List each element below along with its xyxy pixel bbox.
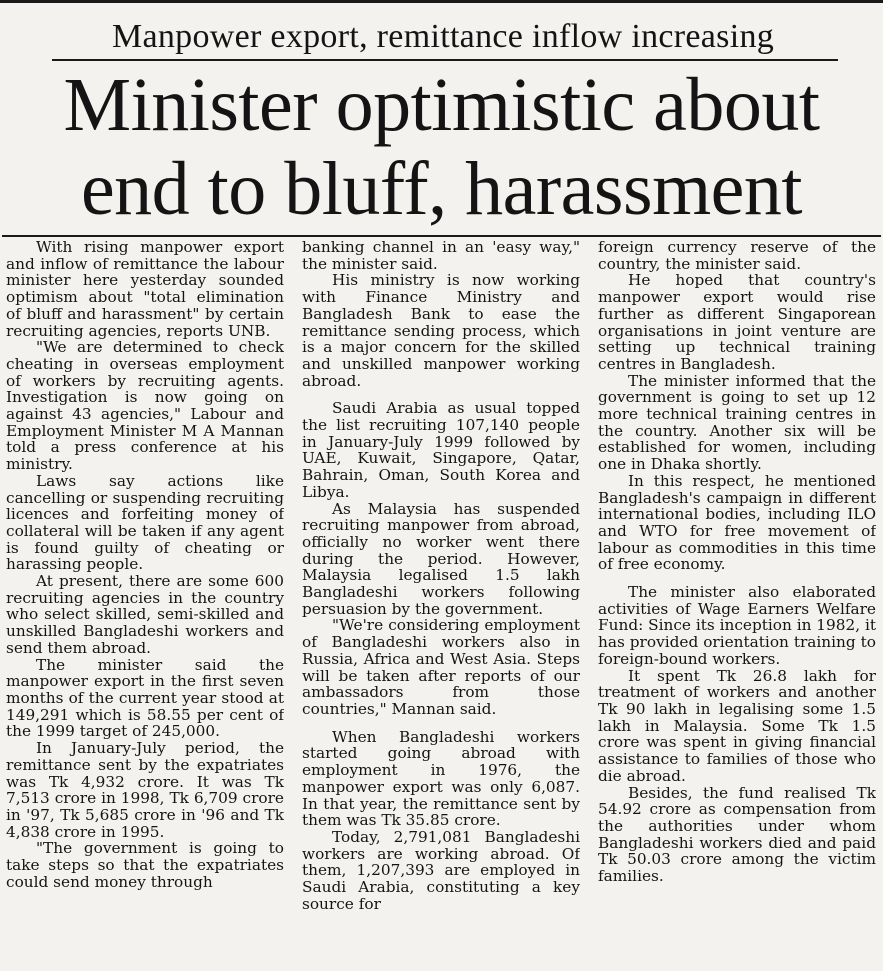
paragraph: The minister said the manpower export in the first seven months of the current year stood at 149,291 which is 58.55 per cent of the 1999 target of 245,000. xyxy=(6,655,284,741)
paragraph: In this respect, he mentioned Bangladesh's campaign in different international bodies, including ILO and WTO for free movement of labour as commodities in this time of free economy. xyxy=(598,471,876,574)
paragraph: "We're considering employment of Bangladeshi workers also in Russia, Africa and West Asia. Steps will be taken after reports of our ambassadors from those countries," Mannan said. xyxy=(302,616,580,718)
paragraph: He hoped that country's manpower export would rise further as different Singaporean organisations in joint venture are setting up technical training centres in Bangladesh. xyxy=(598,271,876,373)
paragraph: Laws say actions like cancelling or suspending recruiting licences and forfeiting money of collateral will be taken if any agent is found guilty of cheating or harassing people. xyxy=(6,471,284,574)
main-headline xyxy=(0,63,883,231)
paragraph: "We are determined to check cheating in overseas employment of workers by recruiting agents. Investigation is now going on against 43 agencies," Labour and Employment Minister M A Mannan told a press conference at his ministry. xyxy=(6,338,284,474)
headline-line-2: end to bluff, harassment xyxy=(80,147,803,231)
headline-rule xyxy=(2,235,881,237)
kicker-headline: Manpower export, remittance inflow increasing xyxy=(111,18,775,55)
headline-line-1: Minister optimistic about xyxy=(63,63,820,147)
paragraph: At present, there are some 600 recruiting agencies in the country who select skilled, semi-skilled and unskilled Bangladeshi workers and send them abroad. xyxy=(6,572,284,657)
paragraph: When Bangladeshi workers started going abroad with employment in 1976, the manpower export was only 6,087. In that year, the remittance sent by them was Tk 35.85 crore. xyxy=(302,727,580,830)
article-column-1 xyxy=(6,239,284,967)
paragraph-continued: foreign currency reserve of the country, the minister said. xyxy=(598,239,876,273)
paragraph-continued: banking channel in an 'easy way," the minister said. xyxy=(302,239,580,273)
paragraph: As Malaysia has suspended recruiting manpower from abroad, officially no worker went there during the period. However, Malaysia legalised 1.5 lakh Bangladeshi workers following persuasion by the government. xyxy=(302,499,580,618)
article-body xyxy=(6,239,878,967)
paragraph: His ministry is now working with Finance Ministry and Bangladesh Bank to ease the remittance sending process, which is a major concern for the skilled and unskilled manpower working abroad. xyxy=(302,271,580,390)
paragraph: The minister also elaborated activities of Wage Earners Welfare Fund: Since its inception in 1982, it has provided orientation training to foreign-bound workers. xyxy=(598,583,876,668)
paragraph: Besides, the fund realised Tk 54.92 crore as compensation from the authorities under whom Bangladeshi workers died and paid Tk 50.03 crore among the victim families. xyxy=(598,783,876,886)
paragraph: With rising manpower export and inflow of remittance the labour minister here yesterday sounded optimism about "total elimination of bluff and harassment" by certain recruiting agencies, reports UNB. xyxy=(6,239,284,340)
article-column-2 xyxy=(302,239,580,967)
article-column-3 xyxy=(598,239,876,967)
paragraph: "The government is going to take steps so that the expatriates could send money through xyxy=(6,839,284,891)
paragraph: In January-July period, the remittance sent by the expatriates was Tk 4,932 crore. It was Tk 7,513 crore in 1998, Tk 6,709 crore in '97, Tk 5,685 crore in '96 and Tk 4,838 crore in 1995. xyxy=(6,739,284,841)
paragraph: It spent Tk 26.8 lakh for treatment of workers and another Tk 90 lakh in legalising some 1.5 lakh in Malaysia. Some Tk 1.5 crore was spent in giving financial assistance to families of those who die abroad. xyxy=(598,666,876,785)
paragraph: Saudi Arabia as usual topped the list recruiting 107,140 people in January-July 1999 followed by UAE, Kuwait, Singapore, Qatar, Bahrain, Oman, South Korea and Libya. xyxy=(302,399,580,501)
paragraph: Today, 2,791,081 Bangladeshi workers are working abroad. Of them, 1,207,393 are employed in Saudi Arabia, constituting a key source for xyxy=(302,827,580,913)
paragraph: The minister informed that the government is going to set up 12 more technical training centres in the country. Another six will be established for women, including one in Dhaka shortly. xyxy=(598,371,876,474)
kicker-underline xyxy=(52,59,838,61)
